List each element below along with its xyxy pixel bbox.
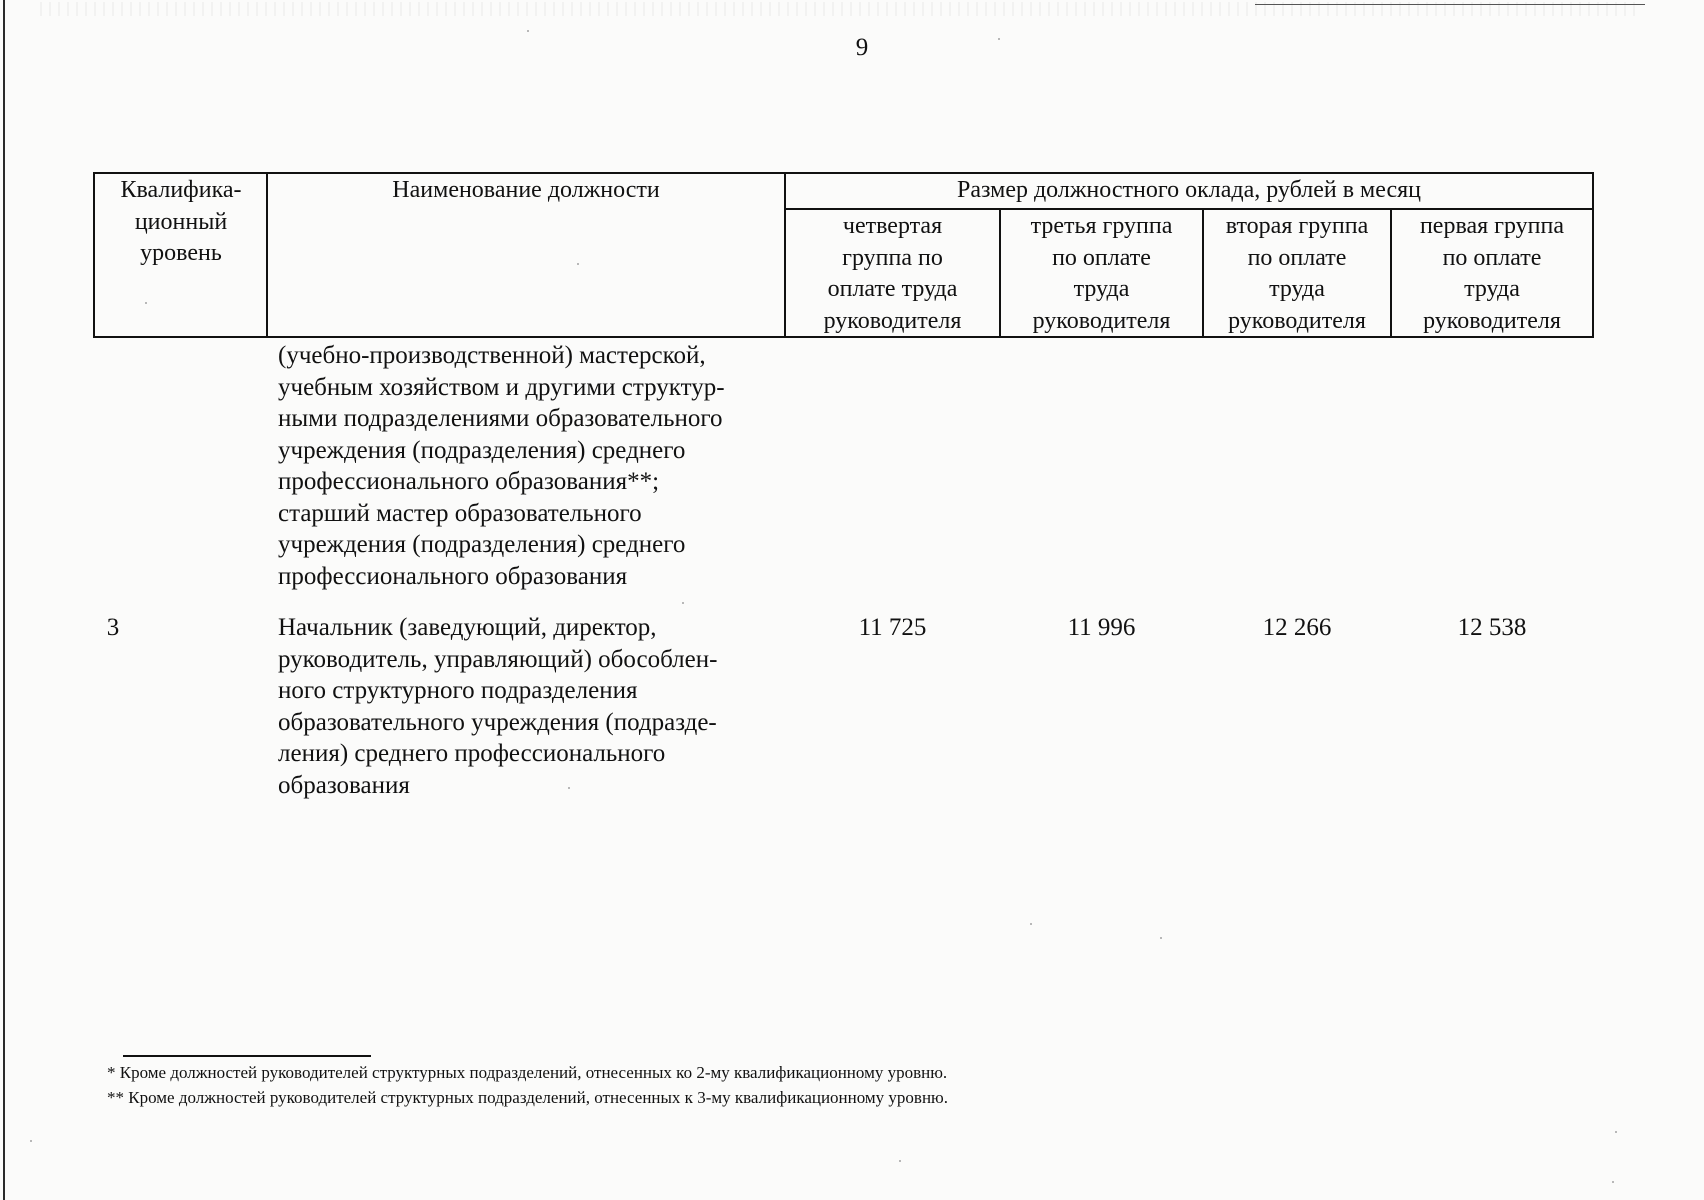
scan-speck [1030, 923, 1032, 925]
header-left-border [93, 172, 95, 337]
divider-salary-subgroups [784, 208, 1594, 210]
scan-speck [682, 602, 684, 604]
scan-speck [577, 263, 579, 265]
row-level: 3 [106, 614, 120, 641]
scan-speck [145, 302, 147, 304]
header-salary-group: Размер должностного оклада, рублей в месяц [956, 177, 1421, 203]
scan-speck [527, 30, 529, 32]
header-right-border [1592, 172, 1594, 337]
row-group2-value: 12 266 [1262, 614, 1332, 641]
scan-speck [998, 38, 1000, 40]
scan-edge [3, 0, 5, 1200]
header-top-border [93, 172, 1594, 174]
scan-speck [899, 1160, 901, 1162]
header-position: Наименование должности [392, 177, 660, 203]
footnote-rule [123, 1055, 371, 1057]
scan-speck [1615, 1131, 1617, 1133]
page-number: 9 [855, 34, 869, 61]
header-group2: вторая группа по оплате труда руководителя [1225, 213, 1369, 334]
row-group1-value: 12 538 [1457, 614, 1527, 641]
header-group3: третья группа по оплате труда руководителя [1030, 213, 1173, 334]
scan-speck [1160, 937, 1162, 939]
footnote-2: ** Кроме должностей руководителей структурных подразделений, отнесенных к 3-му квалификационному уровню. [107, 1088, 949, 1107]
header-group1: первая группа по оплате труда руководителя [1419, 213, 1565, 334]
scan-speck [1612, 1181, 1614, 1183]
row-group3-value: 11 996 [1067, 614, 1136, 641]
header-level: Квалифика- ционный уровень [120, 177, 242, 266]
scan-speck [30, 1140, 32, 1142]
row-group4-value: 11 725 [858, 614, 927, 641]
scan-speck [568, 787, 570, 789]
scan-line [1255, 4, 1645, 5]
footnote-1: * Кроме должностей руководителей структурных подразделений, отнесенных ко 2-му квалификационному уровню. [107, 1063, 948, 1082]
header-group4: четвертая группа по оплате труда руководителя [823, 213, 962, 334]
row-position: Начальник (заведующий, директор, руководитель, управляющий) обособлен- ного структурного подразделения образовательного учреждения (подразде- ления) среднего профессионального образования [278, 614, 718, 799]
continuation-text: (учебно-производственной) мастерской, учебным хозяйством и другими структур- ными подразделениями образовательного учреждения (подразделения) среднего профессионального образования**; старший мастер образовательного учреждения (подразделения) среднего профессионального образования [278, 342, 725, 590]
